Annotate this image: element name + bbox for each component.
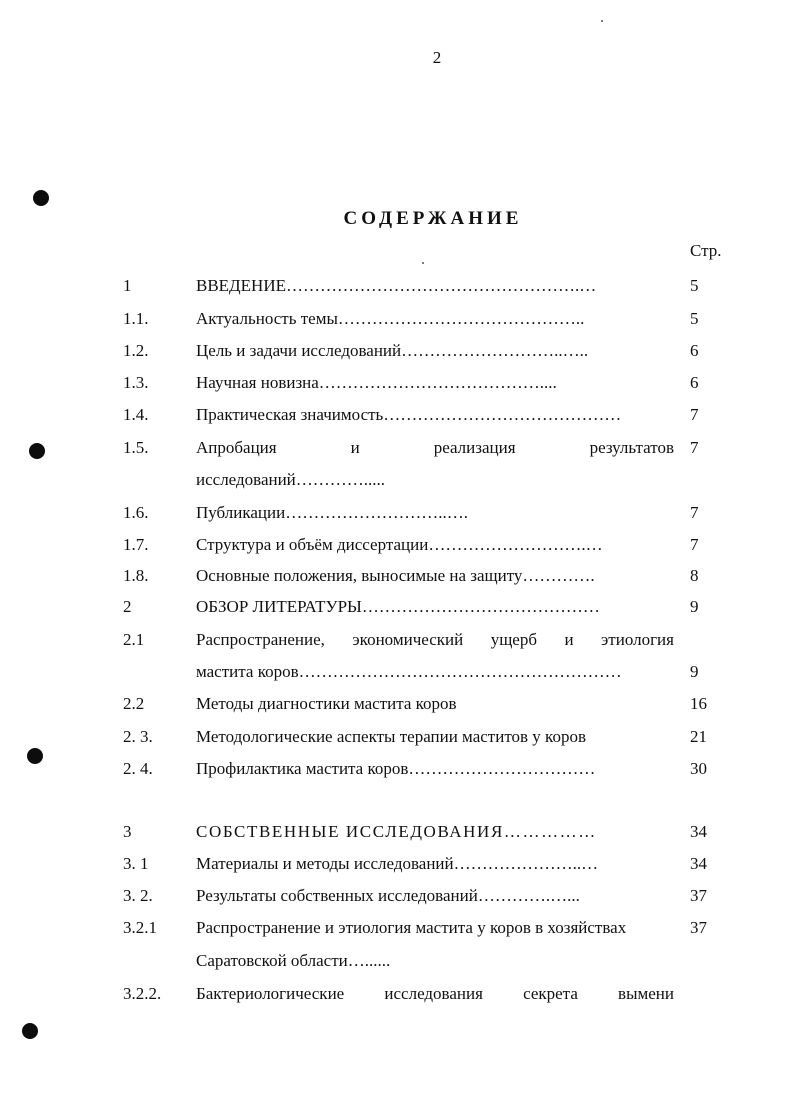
entry-word: Апробация [196, 438, 277, 457]
entry-title-line [196, 984, 674, 1004]
entry-title: ОБЗОР ЛИТЕРАТУРЫ…………………………………… [196, 597, 600, 616]
entry-page: 8 [690, 566, 699, 585]
toc-entry [0, 694, 794, 718]
punch-hole [22, 1023, 38, 1039]
page-number: 2 [432, 48, 442, 67]
toc-entry [0, 341, 794, 365]
toc-entry [0, 822, 794, 846]
entry-title: СОБСТВЕННЫЕ ИССЛЕДОВАНИЯ…………… [196, 822, 597, 841]
entry-page: 7 [690, 438, 699, 457]
toc-entry-continuation [0, 951, 794, 975]
entry-number: 2. 3. [123, 727, 153, 746]
entry-title: Публикации………………………..…. [196, 503, 468, 522]
entry-number: 3. 1 [123, 854, 149, 873]
toc-entry [0, 566, 794, 590]
entry-title: Результаты собственных исследований………….…... [196, 886, 580, 905]
entry-page: 34 [690, 822, 707, 841]
toc-entry [0, 503, 794, 527]
toc-entry [0, 438, 794, 462]
toc-entry [0, 597, 794, 621]
entry-page: 5 [690, 276, 699, 295]
toc-entry-continuation [0, 470, 794, 494]
entry-word: вымени [618, 984, 674, 1003]
toc-entry [0, 276, 794, 300]
entry-title-continuation: исследований…………..... [196, 470, 386, 489]
toc-entry [0, 759, 794, 783]
entry-page: 9 [690, 597, 699, 616]
entry-title-line [196, 438, 674, 458]
scan-speck [422, 262, 424, 264]
entry-word: ущерб [490, 630, 537, 649]
scan-speck [601, 20, 603, 22]
entry-title: Профилактика мастита коров…………………………… [196, 759, 596, 778]
entry-number: 3.2.2. [123, 984, 162, 1003]
entry-title-continuation: Саратовской области…...... [196, 951, 391, 970]
entry-page: 6 [690, 373, 699, 392]
entry-number: 1.4. [123, 405, 149, 424]
toc-entry [0, 854, 794, 878]
entry-page: 37 [690, 918, 707, 937]
entry-word: Распространение, [196, 630, 325, 649]
entry-page: 7 [690, 405, 699, 424]
entry-title-line [196, 630, 674, 650]
page-column-header: Стр. [690, 241, 722, 260]
entry-number: 3.2.1 [123, 918, 157, 937]
toc-entry [0, 630, 794, 654]
entry-word: экономический [352, 630, 464, 649]
entry-number: 2. 4. [123, 759, 153, 778]
entry-title: Методы диагностики мастита коров [196, 694, 457, 713]
toc-entry-continuation [0, 662, 794, 686]
toc-entry [0, 886, 794, 910]
entry-title: Актуальность темы…………………………………….. [196, 309, 585, 328]
entry-word: Бактериологические [196, 984, 345, 1003]
entry-title: ВВЕДЕНИЕ…………………………………………….… [196, 276, 597, 295]
entry-number: 1.7. [123, 535, 149, 554]
entry-page: 7 [690, 503, 699, 522]
entry-page: 7 [690, 535, 699, 554]
entry-page: 21 [690, 727, 707, 746]
toc-entry [0, 918, 794, 942]
entry-title: Распространение и этиология мастита у коров в хозяйствах [196, 918, 627, 937]
entry-number: 1.3. [123, 373, 149, 392]
entry-word: и [350, 438, 360, 457]
entry-word: секрета [523, 984, 578, 1003]
toc-entry [0, 309, 794, 333]
entry-number: 1 [123, 276, 132, 295]
entry-title: Практическая значимость…………………………………… [196, 405, 622, 424]
entry-page: 34 [690, 854, 707, 873]
entry-number: 1.8. [123, 566, 149, 585]
entry-number: 2.1 [123, 630, 145, 649]
entry-title: Методологические аспекты терапии маститов у коров [196, 727, 586, 746]
entry-number: 1.6. [123, 503, 149, 522]
toc-entry [0, 373, 794, 397]
entry-number: 2.2 [123, 694, 145, 713]
entry-page: 6 [690, 341, 699, 360]
entry-number: 3 [123, 822, 132, 841]
entry-number: 3. 2. [123, 886, 153, 905]
entry-word: результатов [589, 438, 674, 457]
entry-page: 16 [690, 694, 707, 713]
entry-word: этиология [601, 630, 674, 649]
toc-title: СОДЕРЖАНИЕ [343, 208, 523, 229]
entry-number: 1.5. [123, 438, 149, 457]
entry-number: 1.2. [123, 341, 149, 360]
entry-title: Цель и задачи исследований………………………..….. [196, 341, 589, 360]
entry-word: реализация [433, 438, 516, 457]
entry-number: 2 [123, 597, 132, 616]
entry-page: 30 [690, 759, 707, 778]
entry-number: 1.1. [123, 309, 149, 328]
punch-hole [33, 190, 49, 206]
toc-entry [0, 535, 794, 559]
toc-entry [0, 727, 794, 751]
entry-title: Структура и объём диссертации……………………….… [196, 535, 603, 554]
entry-page: 5 [690, 309, 699, 328]
entry-word: и [564, 630, 574, 649]
entry-title: Материалы и методы исследований…………………..… [196, 854, 599, 873]
entry-title: Научная новизна………………………………….... [196, 373, 557, 392]
entry-word: исследования [384, 984, 483, 1003]
toc-entry [0, 984, 794, 1008]
entry-title-continuation: мастита коров………………………………………………… [196, 662, 622, 681]
entry-title: Основные положения, выносимые на защиту…………. [196, 566, 595, 585]
toc-entry [0, 405, 794, 429]
entry-page: 9 [690, 662, 699, 681]
entry-page: 37 [690, 886, 707, 905]
